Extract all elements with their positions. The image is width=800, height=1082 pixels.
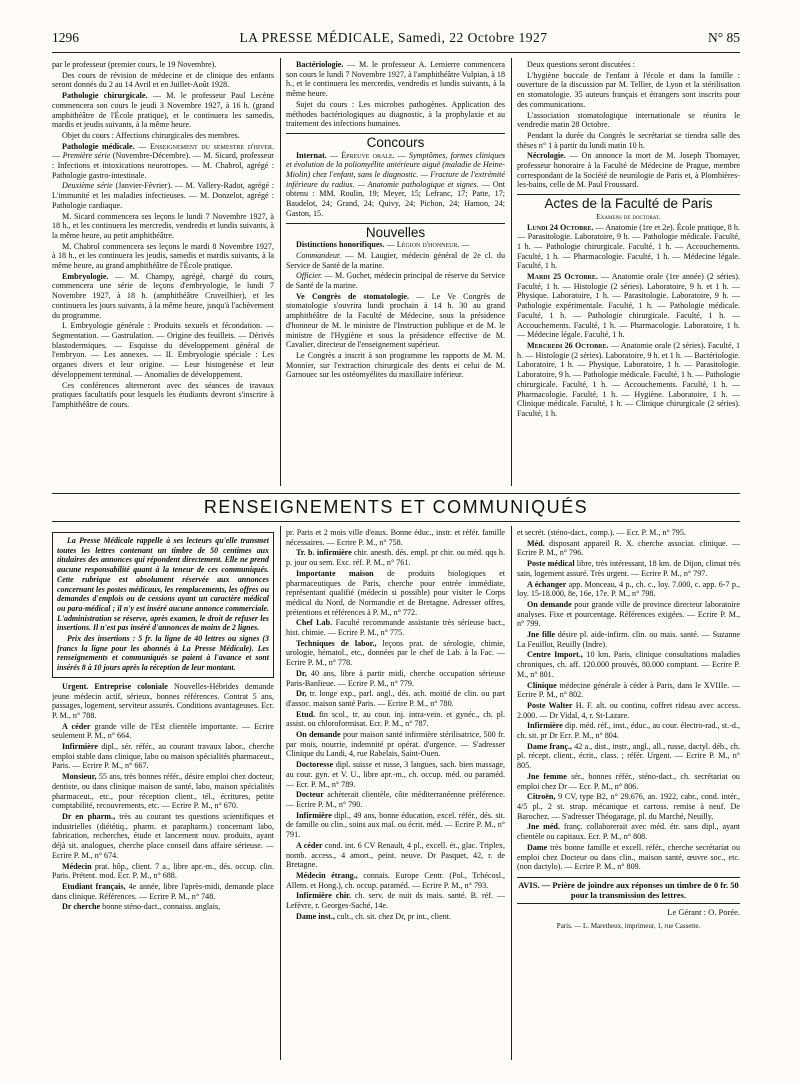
ad-heading: Infirmière: [296, 810, 332, 820]
classified-ad: [286, 871, 505, 890]
examens-heading: Examens de doctorat.: [596, 211, 661, 221]
classified-ad: [517, 630, 740, 649]
classified-ad: [517, 742, 740, 771]
article-internat: [286, 151, 505, 219]
article-text: — Anatomie (1re et 2e). École pratique, 8 h. — Parasitologie. Laboratoire, 9 h. — Pathologie médicale. Faculté, 1 h. — Pathologie chirurgicale. Faculté, 1 h. — Accouchements. Faculté, 1 h. — Pharmacologie. Faculté, 1 h. — Médecine légale. Faculté, 1 h.: [517, 222, 740, 271]
ad-text: désire pl. aide-infirm. clin. ou mais. santé. — Suzanne La Feuillot, Reuilly (Indre).: [517, 630, 740, 649]
ad-text: sér., bonnes référ., sténo-dact., ch. secrétariat ou emploi chez Dr — Ecr. P. M., n° 806.: [517, 771, 740, 791]
paragraph: [52, 181, 274, 210]
classified-ad: [286, 710, 505, 729]
ad-heading: Monsieur,: [62, 772, 97, 782]
paragraph: Ces conférences alterneront avec des séances de travaux pratiques facultatifs pour lesquels les étudiants devront s'inscrire à l'amphithéâtre de cours.: [52, 380, 274, 409]
ad-text: cult., ch. sit. chez Dr, pr int., client.: [334, 911, 452, 921]
rank-label: Officier.: [296, 271, 323, 281]
classified-ad: [517, 792, 740, 821]
ad-text: 10 km. Paris, clinique consultations maladies chroniques, ch. aff. 120.000 prouvés, 80.000 comptant. — Ecrire P. M., n° 801.: [517, 650, 740, 679]
ad-heading: Méd.: [527, 538, 545, 548]
ad-heading: Dr,: [296, 689, 307, 699]
paragraph: L'hygiène buccale de l'enfant à l'école et dans la famille : ouverture de la discussion par M. Tellier, de Lyon et la stérilisation en stomatologie. 35 auteurs français et étrangers sont inscrits pour des communications.: [517, 70, 740, 109]
paragraph: M. Sicard commencera ses leçons le lundi 7 Novembre 1927, à 18 h., et les continuera les mercredis, vendredis et lundis suivants, à la même heure, au petit amphithéâtre.: [52, 211, 274, 240]
article-heading: Internat.: [296, 150, 327, 160]
classified-ad: [517, 822, 740, 841]
classified-ad: pr. Paris et 2 mois ville d'eaux. Bonne éduc., instr. et référ. famille nécessaires. — Ecrire P. M., n° 758.: [286, 528, 505, 547]
ad-heading: Infirmière: [62, 742, 98, 752]
ad-heading: Dr cherche: [62, 902, 101, 912]
section-divider: [286, 133, 505, 134]
ads-column-2: [286, 528, 505, 1060]
classified-ad: [286, 689, 505, 708]
ad-heading: Infirmière chir.: [296, 891, 351, 901]
paragraph: Objet du cours : Affections chirurgicales des membres.: [62, 130, 240, 140]
classified-ad: [517, 650, 740, 679]
classified-ad: [286, 639, 505, 668]
paragraph: Des cours de révision de médecine et de clinique des enfants seront donnés du 2 au 14 Avril et en Juillet-Août 1928.: [52, 70, 274, 90]
classified-ad: [286, 548, 505, 567]
column-rule: [280, 58, 281, 486]
ad-text: dipl. suisse et russe, 3 langues, sach. bien massage, au cour. gyn. et V. U., libre apr.-m., ch. occup. méd. ou paraméd. — Ecr. P. M., n° 789.: [286, 760, 505, 789]
article-subheading: — Enseignement du semestre d'hiver. —: [52, 141, 274, 161]
series-label: Première série: [62, 151, 111, 161]
day-heading: Mercredi 26 Octobre.: [527, 340, 609, 350]
classified-ad: [517, 681, 740, 700]
printer-line: Paris. — L. Maretheux, imprimeur, 1, rue Cassette.: [556, 922, 701, 931]
exam-day-mercredi: [517, 341, 740, 419]
ad-heading: Dame franç.,: [527, 741, 572, 751]
ad-text: cond. int. 6 CV Renault, 4 pl., excell. ét., glac. Triplex, nomb. access., 4 amort., peint. neuve. Dr Pasquet, 42, r. de Bretagne.: [286, 840, 505, 870]
series-label: Deuxième série: [62, 181, 113, 191]
ad-heading: A céder: [296, 840, 323, 850]
classified-ad: [286, 569, 505, 618]
exam-subjects: Symptômes, formes cliniques et évolution de la poliomyélite antérieure aiguë (maladie de Heine-Miolin) chez l'enfant, sans le diagnostic. — Fracture de l'extrémité inférieure du radius. — Anatomie pathologique et signes.: [286, 150, 505, 189]
column-rule: [280, 526, 281, 1060]
paragraph: [286, 271, 505, 290]
ad-text: prat. hôp., client. 7 a., libre apr.-m., dés. occup. clin. Paris. Prétent. mod. Ecr. P. M., n° 688.: [52, 861, 274, 881]
section-title-actes: Actes de la Faculté de Paris: [544, 196, 713, 212]
ad-heading: Urgent. Entreprise coloniale: [62, 681, 168, 691]
classified-ad: [52, 772, 274, 811]
ad-text: Faculté recommande assistante très sérieuse bact., hist. chimie. — Ecrire P. M., n° 775.: [286, 618, 505, 638]
paragraph: Sujet du cours : Les microbes pathogènes. Application des méthodes bactériologiques au diagnostic, à la prophylaxie et au traitement des infections humaines.: [286, 99, 505, 129]
article-distinctions: [286, 240, 505, 250]
article-text: — Anatomie orale (1re année) (2 séries). Faculté, 1 h. — Histologie (2 séries). Laboratoire, 9 h. et 1 h. — Physique. Laboratoire, 1 h. — Parasitologie. Laboratoire, 9 h. — Pathologie expérimentale. Faculté, 1 h. — Pathologie médicale. Faculté, 1 h. — Pathologie chirurgicale. Faculté, 1 h. — Accouchements. Faculté, 1 h. — Pharmacologie. Laboratoire, 1 h. — Médecine légale. Faculté, 1 h.: [517, 272, 740, 340]
article-heading: Ve Congrès de stomatologie.: [296, 291, 410, 301]
classified-ad: [286, 912, 505, 922]
ad-heading: A échanger: [527, 579, 567, 589]
article-heading: Bactériologie.: [296, 60, 344, 69]
classified-ad: [517, 539, 740, 558]
ad-heading: Dame inst.,: [296, 911, 335, 921]
ad-text: dipl., 49 ans, bonne éducation, excel. référ., dés. sit. de famille ou clin., soins aux mal. ou écrit. méd. — Ecrire P. M., n° 791.: [286, 810, 505, 840]
article-heading: Pathologie médicale.: [62, 141, 135, 151]
ad-heading: Infirmière: [527, 721, 563, 731]
ad-heading: Techniques de labor.,: [296, 638, 377, 648]
ad-heading: Médecin: [62, 861, 92, 871]
classified-ad: [517, 701, 740, 720]
ad-text: grande ville de l'Est clientèle importante. — Ecrire seulement P. M., n° 664.: [52, 721, 274, 741]
ad-heading: Clinique: [527, 680, 557, 690]
ad-text: tr. longe exp., parl. angl., dés. ach. moitié de clin. ou part d'assoc. maison santé Paris. — Ecrire P. M., n° 780.: [286, 689, 505, 708]
exam-day-mardi: [517, 272, 740, 340]
ad-heading: Tr. b. infirmière: [296, 548, 352, 558]
article-heading: Embryologie.: [62, 271, 109, 281]
ads-column-3: [517, 528, 740, 1060]
classified-ad: [286, 790, 505, 809]
article-bacteriologie: [286, 60, 505, 99]
article-heading: Nécrologie.: [527, 151, 566, 161]
journal-title: LA PRESSE MÉDICALE, Samedi, 22 Octobre 1927: [239, 30, 548, 45]
section-title-nouvelles: Nouvelles: [365, 224, 426, 240]
section-title-renseignements: RENSEIGNEMENTS ET COMMUNIQUÉS: [52, 493, 740, 522]
ad-text: franç. collaborerait avec méd. étr. sans dipl., ayant clientèle ou capitaux. Ecr. P. M., n° 808.: [517, 822, 740, 842]
ad-heading: Chef Lab.: [296, 618, 333, 628]
classified-ad: [286, 841, 505, 870]
article-text: — M. le professeur Paul Lecène commencera son cours le jeudi 3 Novembre 1927, à 16 h. (grand amphithéâtre de l'École pratique), et le continuera les samedis, mardis et jeudis suivants, à la même heure.: [52, 91, 274, 130]
ad-heading: Poste médical: [527, 559, 575, 569]
article-text: (Novembre-Décembre). — M. Sicard, professeur : Infections et intoxications neurotropes. — M. Chabrol, agrégé : Pathologie gastro-intestinale.: [52, 151, 274, 180]
classified-ad: [517, 600, 740, 629]
article-subheading: — Légion d'honneur. —: [384, 240, 470, 250]
ad-heading: Dame: [527, 842, 548, 852]
article-text: — Le Ve Congrès de stomatologie s'ouvrira lundi prochain à 14 h. 30 au grand amphithéâtre de la Faculté de Médecine, sous la présidence d'honneur de M. le ministre de l'Instruction publique et de M. le ministre de l'Hygiène et sous la présidence effective de M. Cavalier, directeur de l'enseignement supérieur.: [286, 291, 505, 350]
ad-heading: Doctoresse: [296, 760, 334, 770]
article-congres: [286, 292, 505, 350]
classified-ad: et secrét. (sténo-dact., comp.). — Ecr. P. M., n° 795.: [517, 528, 686, 537]
column-1: [52, 60, 274, 486]
classified-ad: [286, 760, 505, 789]
classified-ad: [52, 742, 274, 771]
article-text: — M. le professeur A. Lemierre commencera son cours le lundi 7 Novembre 1927, à l'amphithéâtre Vulpian, à 18 h., et le continuera les mercredis, vendredis et lundis suivants, à la même heure.: [286, 60, 505, 99]
article-subheading: — Épreuve orale. —: [326, 150, 410, 160]
classified-ad: [52, 722, 274, 741]
classified-ad: [286, 811, 505, 840]
ad-text: Nouvelles-Hébrides demande jeune médecin actif, sérieux, bonnes références. Contrat 5 ans, passages, logement, serviteur assurés. Conditions avantageuses. Ecr. P. M., n° 788.: [52, 681, 274, 720]
ad-text: chir. anesth. dés. empl. pr chir. ou méd. qqs h. p. jour ou sem. Exc. réf. P. M., n° 761.: [286, 548, 505, 568]
classified-ad: [286, 669, 505, 688]
ad-text: libre, très intéressant, 18 km. de Dijon, climat très sain, logement assuré. Très urgent. — Ecrire P. M., n° 797.: [517, 559, 740, 578]
ad-text: disposant appareil R. X. cherche associat. clinique. — Ecrire P. M., n° 796.: [517, 538, 740, 558]
paragraph: [286, 251, 505, 270]
gerant-line: Le Gérant : O. Porée.: [667, 907, 740, 918]
day-heading: Mardi 25 Octobre.: [527, 272, 598, 282]
ad-heading: On demande: [296, 730, 341, 740]
ad-text: achèterait clientèle, côte méditerranéenne préférence. — Ecrire P. M., n° 790.: [286, 790, 505, 809]
article-embryologie: [52, 272, 274, 321]
ad-heading: Médecin étrang.,: [296, 870, 358, 880]
notice-box: [52, 532, 274, 678]
article-pathologie-chirurgicale: [52, 91, 274, 130]
column-rule: [511, 58, 512, 486]
classified-ad: [286, 618, 505, 637]
classified-ad: [517, 843, 740, 872]
ad-text: très bonne famille et excell. référ., cherche secrétariat ou emploi chez Docteur ou dans clin., maison santé, œuvre soc., etc. (non dactylo). — Ecrire P. M., n° 809.: [517, 842, 740, 872]
classified-ad: [517, 559, 740, 578]
ad-heading: Centre Import.,: [527, 650, 583, 660]
notice-text: La Presse Médicale rappelle à ses lecteurs qu'elle transmet toutes les lettres contenant un timbre de 50 centimes aux titulaires des annonces qui répondent directement. Elle ne prend aucune responsabilité quant à la teneur de ces communiqués. Cette rubrique est absolument réservée aux annonces concernant les postes médicaux, les remplacements, les offres ou demandes d'emplois ou de cessions ayant un caractère médical ou para-médical ; il n'y est inséré aucune annonce commerciale. L'administration se réserve, après examen, le droit de refuser les insertions. Il n'est pas inséré d'annonces de moins de 2 lignes.: [57, 536, 269, 633]
article-heading: Distinctions honorifiques.: [296, 240, 385, 250]
paragraph: M. Chabrol commencera ses leçons le mardi 8 Novembre 1927, à 18 h., et les continuera les jeudis, samedis et mardis suivants, à la même heure, au grand amphithéâtre de l'École pratique.: [52, 241, 274, 271]
rank-label: Commandeur.: [296, 250, 342, 260]
column-3: [517, 60, 740, 486]
article-text: — Anatomie orale (2 séries). Faculté, 1 h. — Histologie (2 séries). Laboratoire, 9 h. et 1 h. — Bactériologie. Laboratoire, 1 h. — Physique. Laboratoire, 1 h. — Parasitologie. Laboratoire, 9 h. — Pathologie médicale. Faculté, 1 h. — Pathologie chirurgicale. Faculté, 1 h. — Accouchements. Faculté, 1 h. — Pharmacologie. Faculté, 1 h. — Hygiène. Laboratoire, 1 h. — Clinique médicale. Faculté, 1 h. — Clinique chirurgicale (2 séries). Faculté, 1 h.: [517, 340, 740, 418]
classified-ad: [517, 580, 740, 599]
section-title-concours: Concours: [366, 134, 425, 150]
ad-heading: Jne femme: [527, 771, 567, 781]
section-divider: [517, 194, 740, 195]
ad-heading: Importante maison: [296, 568, 374, 578]
article-text: — M. Laugier, médecin général de 2e cl. du Service de Santé de la marine.: [286, 250, 505, 270]
page-header: [52, 30, 740, 53]
article-heading: Pathologie chirurgicale.: [62, 91, 148, 101]
paragraph: Le Congrès a inscrit à son programme les rapports de M. M. Monnier, sur l'extraction chirurgicale des dents et celui de M. Garnouec sur les ostéomyélites du maxillaire inférieur.: [286, 350, 505, 380]
ad-heading: Jne fille: [527, 630, 555, 640]
ad-text: ch. serv. de nuit ds mais. santé. B. réf. — Lefèvre, r. Georges-Saché, 14e.: [286, 891, 505, 911]
article-text: — On annonce la mort de M. Joseph Thomayer, professeur honoraire à la Faculté de Médecine de Prague, membre correspondant de la Société de neurologie de Paris et, à Plombières-les-bains, celle de M. Paul Froussard.: [517, 151, 740, 190]
classified-ad: [52, 862, 274, 881]
ad-text: H. F. alt. ou continu, coffret rideau avec access. 2.000. — Dr Vidal, 4, r. St-Lazare.: [517, 700, 740, 720]
ad-text: de produits biologiques et pharmaceutiques de Paris, cherche pour entrée immédiate, représentant qualifié (médecin si possible) pour visiter le Corps médical du Nord, de Normandie et de Bretagne. Adresser offres, prétentions et références à P. M., n° 772.: [286, 568, 505, 617]
ad-heading: Jne méd.: [527, 822, 560, 832]
ad-heading: Etudiant français,: [62, 881, 126, 891]
ad-text: pour grande ville de province directeur laboratoire analyses. Fixe et pourcentage. Références exigées. — Ecrire P. M., n° 799.: [517, 599, 740, 629]
article-pathologie-medicale: [52, 142, 274, 181]
ad-text: 4e année, libre l'après-midi, demande place dans clinique. Références. — Ecrire P. M., n° 748.: [52, 881, 274, 901]
ad-text: app. Monceau, 4 p., ch. c., loy. 7.000, c. app. 6-7 p., loy. 15-18.000, 8e, 16e, 17e. P. M., n° 798.: [517, 579, 740, 599]
ad-text: pour maison santé infirmière stérilisatrice, 500 fr. par mois, nourrie, indemnité pr opérat. d'urgence. — S'adresser Clinique du Landi, 4, rue Rabelais, Saint-Ouen.: [286, 730, 505, 759]
ad-text: fin scol., tr. au cour. inj. intra-vein. et gynéc., ch. pl. assist. ou chloroformisat. Ecr. P. M., n° 787.: [286, 709, 505, 729]
article-text: — Ont obtenu : MM. Roulin, 19; Meyer, 15; Lefranc, 17; Patte, 17; Baudelot, 24; Grand, 24; Quivy, 24; Pichon, 24; Hamon, 24; Gaston, 15.: [286, 179, 505, 218]
paragraph: Deux questions seront discutées :: [527, 60, 635, 69]
classified-ad: [52, 882, 274, 901]
ad-heading: Docteur: [296, 790, 324, 800]
ad-heading: Dr en pharm.,: [62, 811, 116, 821]
ad-text: bonne sténo-dact., connaiss. anglais,: [100, 902, 221, 912]
ad-text: médecine générale à céder à Paris, dans le XVIIIe. — Ecrire P. M., n° 802.: [517, 680, 740, 700]
notice-prices: Prix des insertions : 5 fr. la ligne de 40 lettres ou signes (3 francs la ligne pour les abonnés à La Presse Médicale). Les renseignements et communiqués se paient à l'avance et sont insérés 8 à 10 jours après la réception de leur montant.: [57, 634, 269, 673]
issue-number: N° 85: [707, 30, 740, 45]
ad-heading: A céder: [62, 721, 91, 731]
exam-day-lundi: [517, 223, 740, 272]
ad-text: 9 CV, type B2, n° 29.676, an. 1922, cabr., cond. intér., 4/5 pl., 2 st. strap. mécanique et carross. remise à neuf. De Barochez. — S'adresser Théogarage, pl. du Marché, Neuilly.: [517, 792, 740, 821]
paragraph: L'association stomatologique internationale se réunira le vendredie matin 28 Octobre.: [517, 110, 740, 130]
classified-ad: [52, 902, 274, 912]
ad-text: dip. méd. réf., inst., éduc., au cour. électro-rad., st.-d., ch. sit. pr Dr Ecr. P. M., n° 804.: [517, 721, 740, 741]
ad-heading: Citroën,: [527, 792, 556, 802]
article-text: — M. Guchet, médecin principal de réserve du Service de Santé de la marine.: [286, 271, 505, 291]
paragraph: Pendant la durée du Congrès le secrétariat se tiendra salle des thèses n° 1 à partir du lundi matin 10 h.: [517, 130, 740, 150]
classified-ad: [286, 891, 505, 910]
classified-ad: [286, 730, 505, 759]
ad-text: très au courant tes questions scientifiques et industrielles (diététiq., pharm. et parapharm.) concernant labo, fabrication, recherches, étude et lancement nouv. produits, ayant déjà sit. analogues, cherche place conseil dans affaire sérieuse. — Ecrire P. M., n° 674.: [52, 811, 274, 860]
ad-heading: On demande: [527, 599, 572, 609]
ad-text: dipl., sér. référ., au courant travaux labor., cherche emploi stable dans clinique, labo ou maison spécialités pharmaceut., Paris. — Ecrire P. M., n° 667.: [52, 742, 274, 771]
ad-text: 42 a., dist., instr., angl., all., russe, dactyl. déb., ch. pl. récept. client., écrit., class. ; référ. Urgent. — Ecrire P. M., n° 805.: [517, 741, 740, 771]
column-2: [286, 60, 505, 486]
day-heading: Lundi 24 Octobre.: [527, 222, 594, 232]
avis-notice: AVIS. — Prière de joindre aux réponses un timbre de 0 fr. 50 pour la transmission des lettres.: [517, 877, 740, 904]
classified-ad: [517, 772, 740, 791]
classified-ad: [52, 682, 274, 721]
ad-text: 55 ans, très bonnes référ., désire emploi chez docteur, dentiste, ou dans clinique maison de santé, labo, maison spécialités pharmaceut., etc., pour réception client., tél., écritures, petite comptabilité, recouvrements, etc. — Ecrire P. M., n° 670.: [52, 772, 274, 811]
classified-ad: [52, 812, 274, 861]
column-rule: [511, 526, 512, 1060]
article-necrologie: [517, 151, 740, 190]
ad-heading: Poste Walter: [527, 700, 573, 710]
ad-text: connais. Europe Centr. (Pol., Tchécosl., Allem. et Hong.), ch. occup. paraméd. — Ecrire P. M., n° 793.: [286, 870, 505, 890]
ad-text: 40 ans, libre à partir midi, cherche occupation sérieuse Paris-Banlieue. — Ecrire P. M., n° 779.: [286, 668, 505, 688]
page-number: 1296: [52, 30, 79, 45]
article-text: — M. Champy, agrégé, chargé du cours, commencera une série de leçons d'embryologie, le lundi 7 Novembre 1927, à 18 h. (amphithéâtre Cruveilhier), et les continuera les jours suivants, à la même heure, jusqu'à l'achèvement du programme.: [52, 271, 274, 320]
ad-text: leçons prat. de sérologie, chimie, urologie, hématol., etc., données par le chef de Lab. à la Fac. — Ecrire P. M., n° 778.: [286, 638, 505, 668]
paragraph: I. Embryologie générale : Produits sexuels et fécondation. — Segmentation. — Gastrulation. — Origine des feuillets. — Dérivés blastodermiques. — Esquisse du développement général de l'embryon. — Les annexes. — II. Embryologie spéciale : Les organes divers et leur origine. — Leur histogenèse et leur développement terminal. — Anomalies de développement.: [52, 321, 274, 379]
ad-heading: Etud.: [296, 709, 316, 719]
article-text: (Janvier-Février). — M. Vallery-Radot, agrégé : L'immunité et les maladies infectieuses. — M. Donzelot, agrégé : Pathologie cardiaque.: [52, 181, 274, 210]
section-divider: [286, 223, 505, 224]
classified-ad: [517, 721, 740, 740]
ad-heading: Dr,: [296, 668, 307, 678]
paragraph: par le professeur (premier cours, le 19 Novembre).: [52, 60, 217, 69]
ads-column-1: [52, 528, 274, 1060]
